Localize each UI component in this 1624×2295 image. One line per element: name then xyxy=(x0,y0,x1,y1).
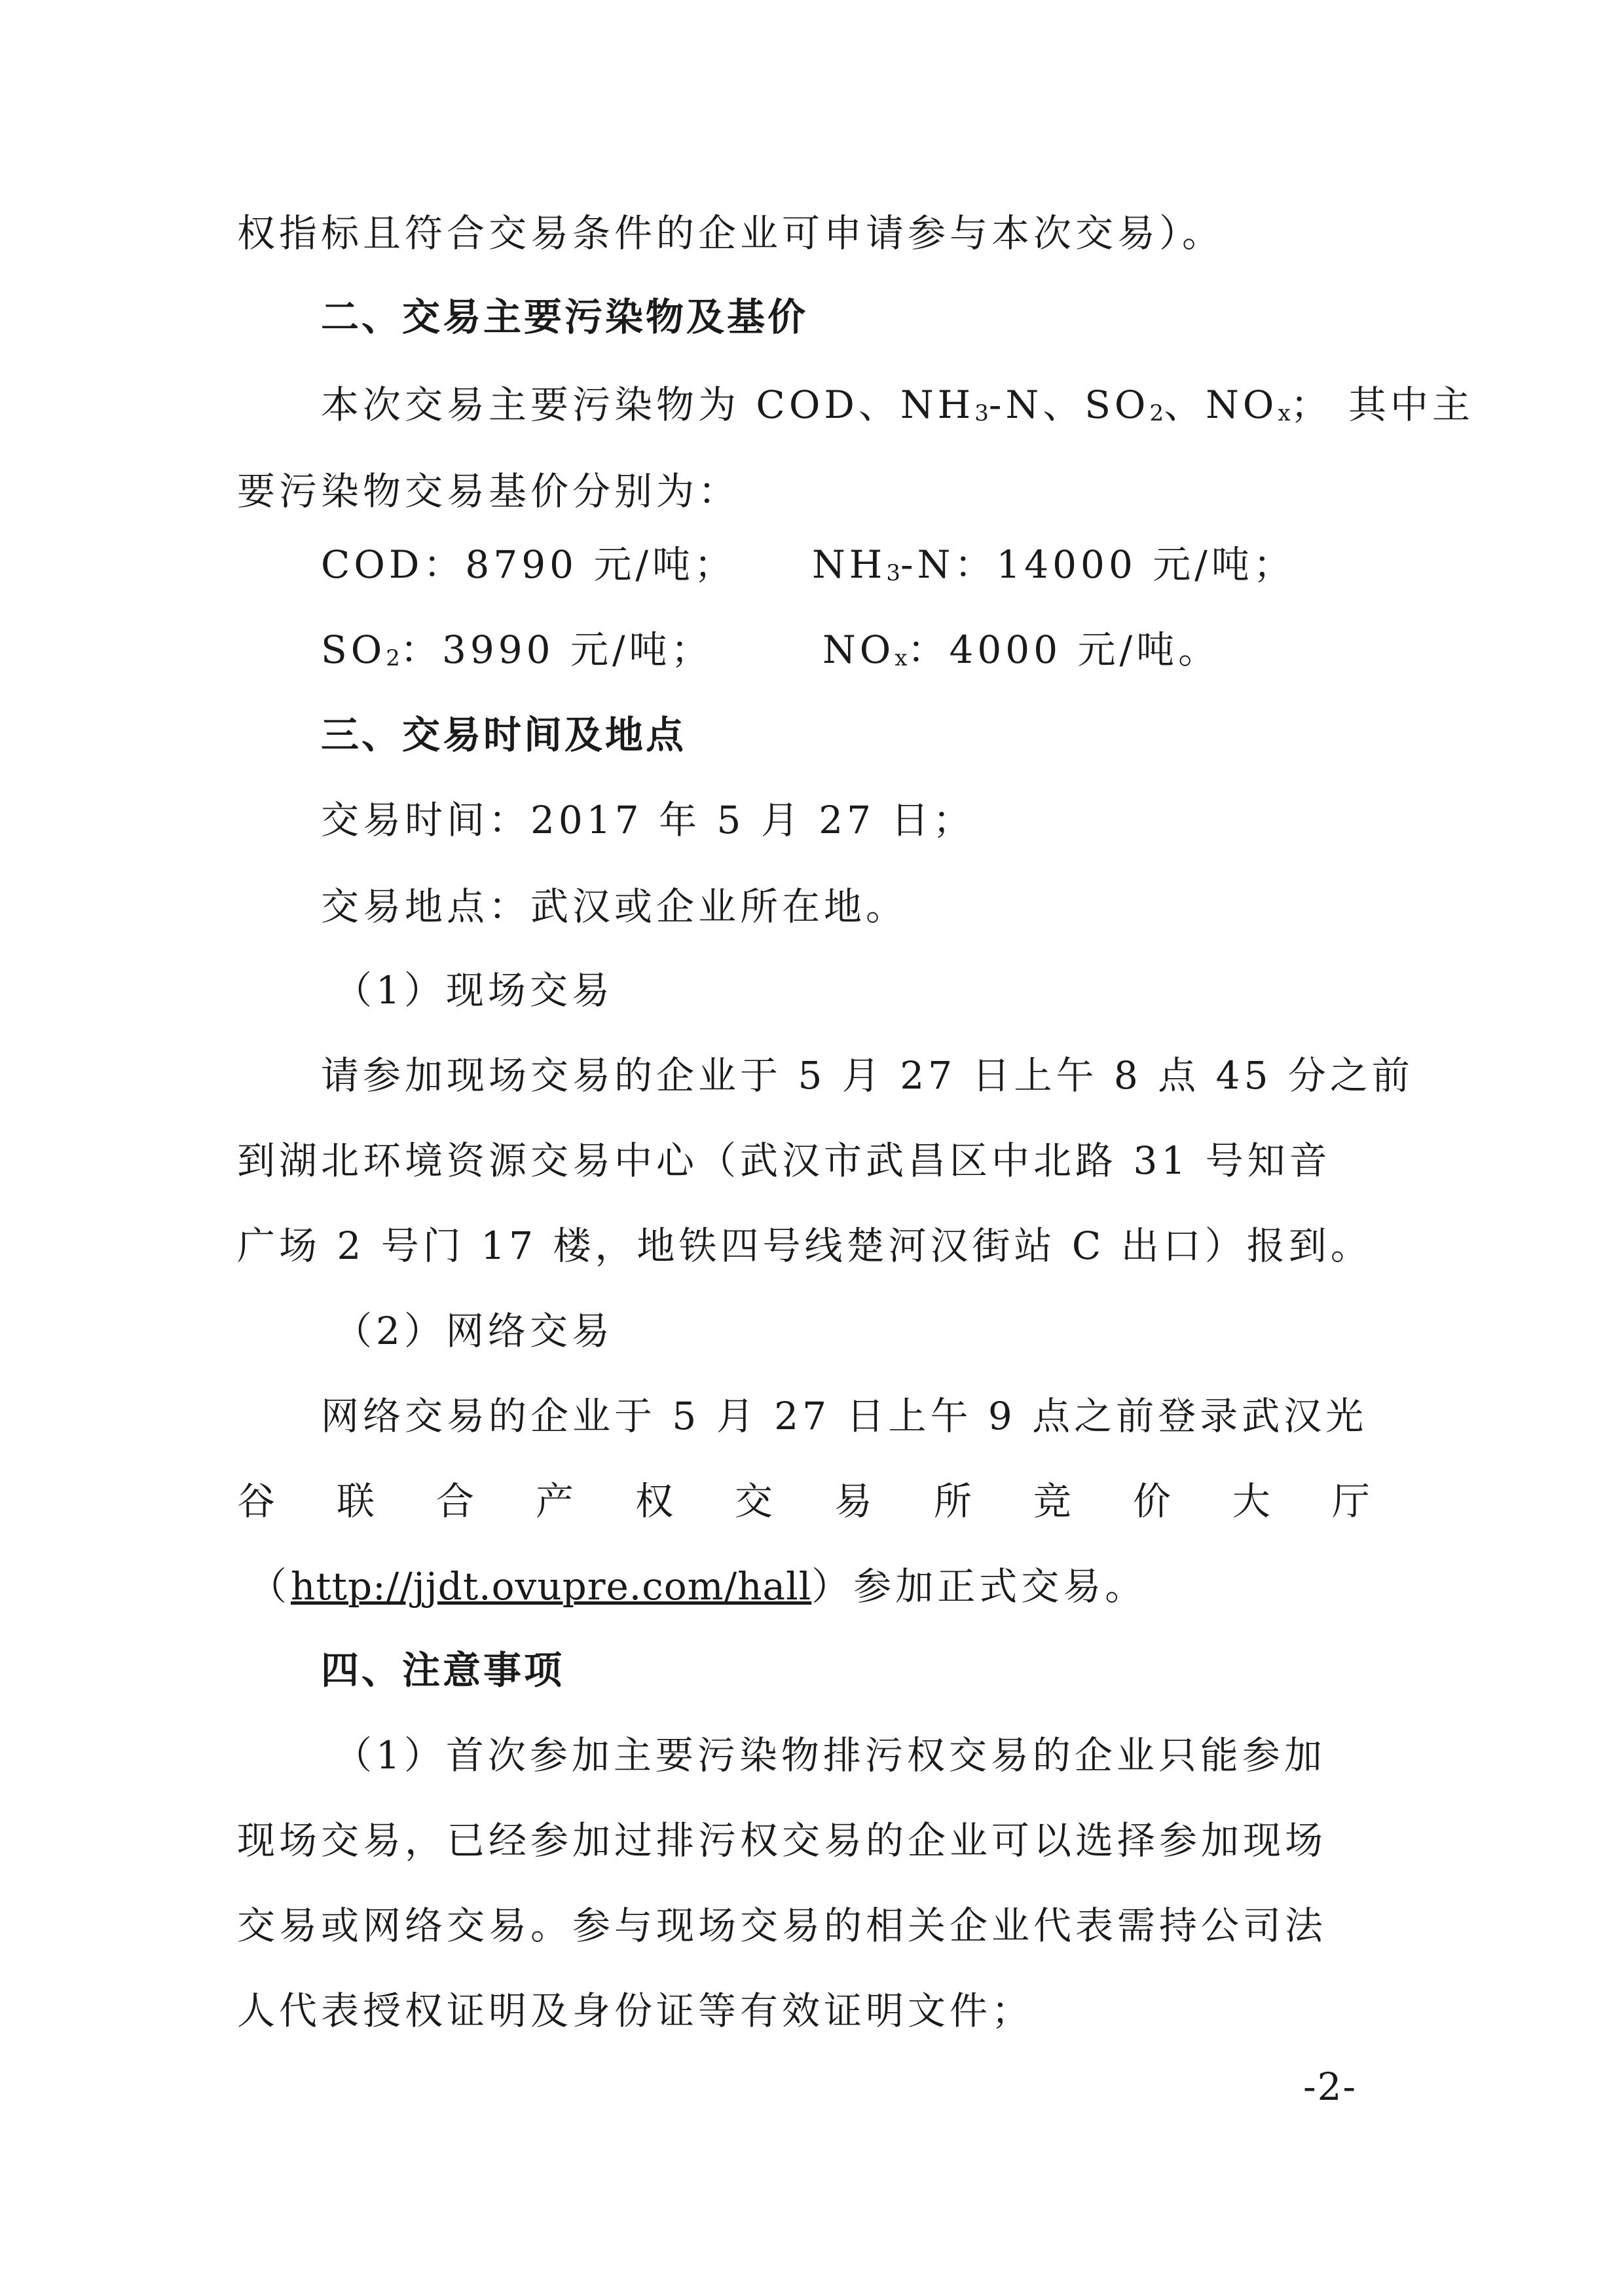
page-number: -2- xyxy=(1303,2064,1357,2109)
spread-char: 合 xyxy=(435,1479,474,1523)
section-heading-2: 二、交易主要污染物及基价 xyxy=(321,295,809,339)
subheading-online: （2）网络交易 xyxy=(334,1309,614,1353)
onsite-line-3: 广场 2 号门 17 楼，地铁四号线楚河汉街站 C 出口）报到。 xyxy=(237,1223,1373,1268)
trade-time: 交易时间：2017 年 5 月 27 日； xyxy=(321,798,975,842)
note-line-3: 交易或网络交易。参与现场交易的相关企业代表需持公司法 xyxy=(237,1903,1327,1948)
section-heading-3: 三、交易时间及地点 xyxy=(321,713,687,757)
trading-hall-link[interactable]: http://jjdt.ovupre.com/hall xyxy=(291,1564,812,1609)
spread-char: 权 xyxy=(635,1479,673,1523)
trade-place: 交易地点：武汉或企业所在地。 xyxy=(321,884,908,929)
spread-char: 谷 xyxy=(237,1479,276,1523)
pollutant-list-line: 本次交易主要污染物为 COD、NH3-N、SO2、NOx； 其中主 xyxy=(321,382,1475,427)
spread-char: 所 xyxy=(933,1479,972,1523)
online-line-3: （http://jjdt.ovupre.com/hall）参加正式交易。 xyxy=(249,1564,1147,1609)
spread-char: 竞 xyxy=(1033,1479,1071,1523)
price-cod: COD：8790 元/吨； xyxy=(321,542,737,587)
spread-char: 大 xyxy=(1232,1479,1270,1523)
online-line-1: 网络交易的企业于 5 月 27 日上午 9 点之前登录武汉光 xyxy=(321,1394,1368,1438)
note-line-1: （1）首次参加主要污染物排污权交易的企业只能参加 xyxy=(334,1733,1326,1778)
section-heading-4: 四、注意事项 xyxy=(321,1648,565,1692)
note-line-2: 现场交易，已经参加过排污权交易的企业可以选择参加现场 xyxy=(237,1818,1327,1863)
spread-char: 易 xyxy=(834,1479,872,1523)
paragraph-continuation: 权指标且符合交易条件的企业可申请参与本次交易）。 xyxy=(237,211,1225,255)
onsite-line-2: 到湖北环境资源交易中心（武汉市武昌区中北路 31 号知音 xyxy=(237,1138,1331,1183)
onsite-line-1: 请参加现场交易的企业于 5 月 27 日上午 8 点 45 分之前 xyxy=(321,1053,1414,1098)
price-nh3n: NH3-N：14000 元/吨； xyxy=(812,542,1295,587)
base-price-intro: 要污染物交易基价分别为： xyxy=(237,469,741,513)
note-line-4: 人代表授权证明及身份证等有效证明文件； xyxy=(237,1988,1034,2033)
spread-char: 价 xyxy=(1132,1479,1171,1523)
online-line-2 xyxy=(237,1475,1370,1527)
spread-char: 交 xyxy=(734,1479,773,1523)
price-nox: NOx：4000 元/吨。 xyxy=(822,627,1221,672)
spread-char: 产 xyxy=(535,1479,574,1523)
price-so2: SO2：3990 元/吨； xyxy=(321,627,713,672)
spread-char: 联 xyxy=(336,1479,375,1523)
subheading-onsite: （1）现场交易 xyxy=(334,968,614,1013)
spread-char: 厅 xyxy=(1331,1479,1370,1523)
